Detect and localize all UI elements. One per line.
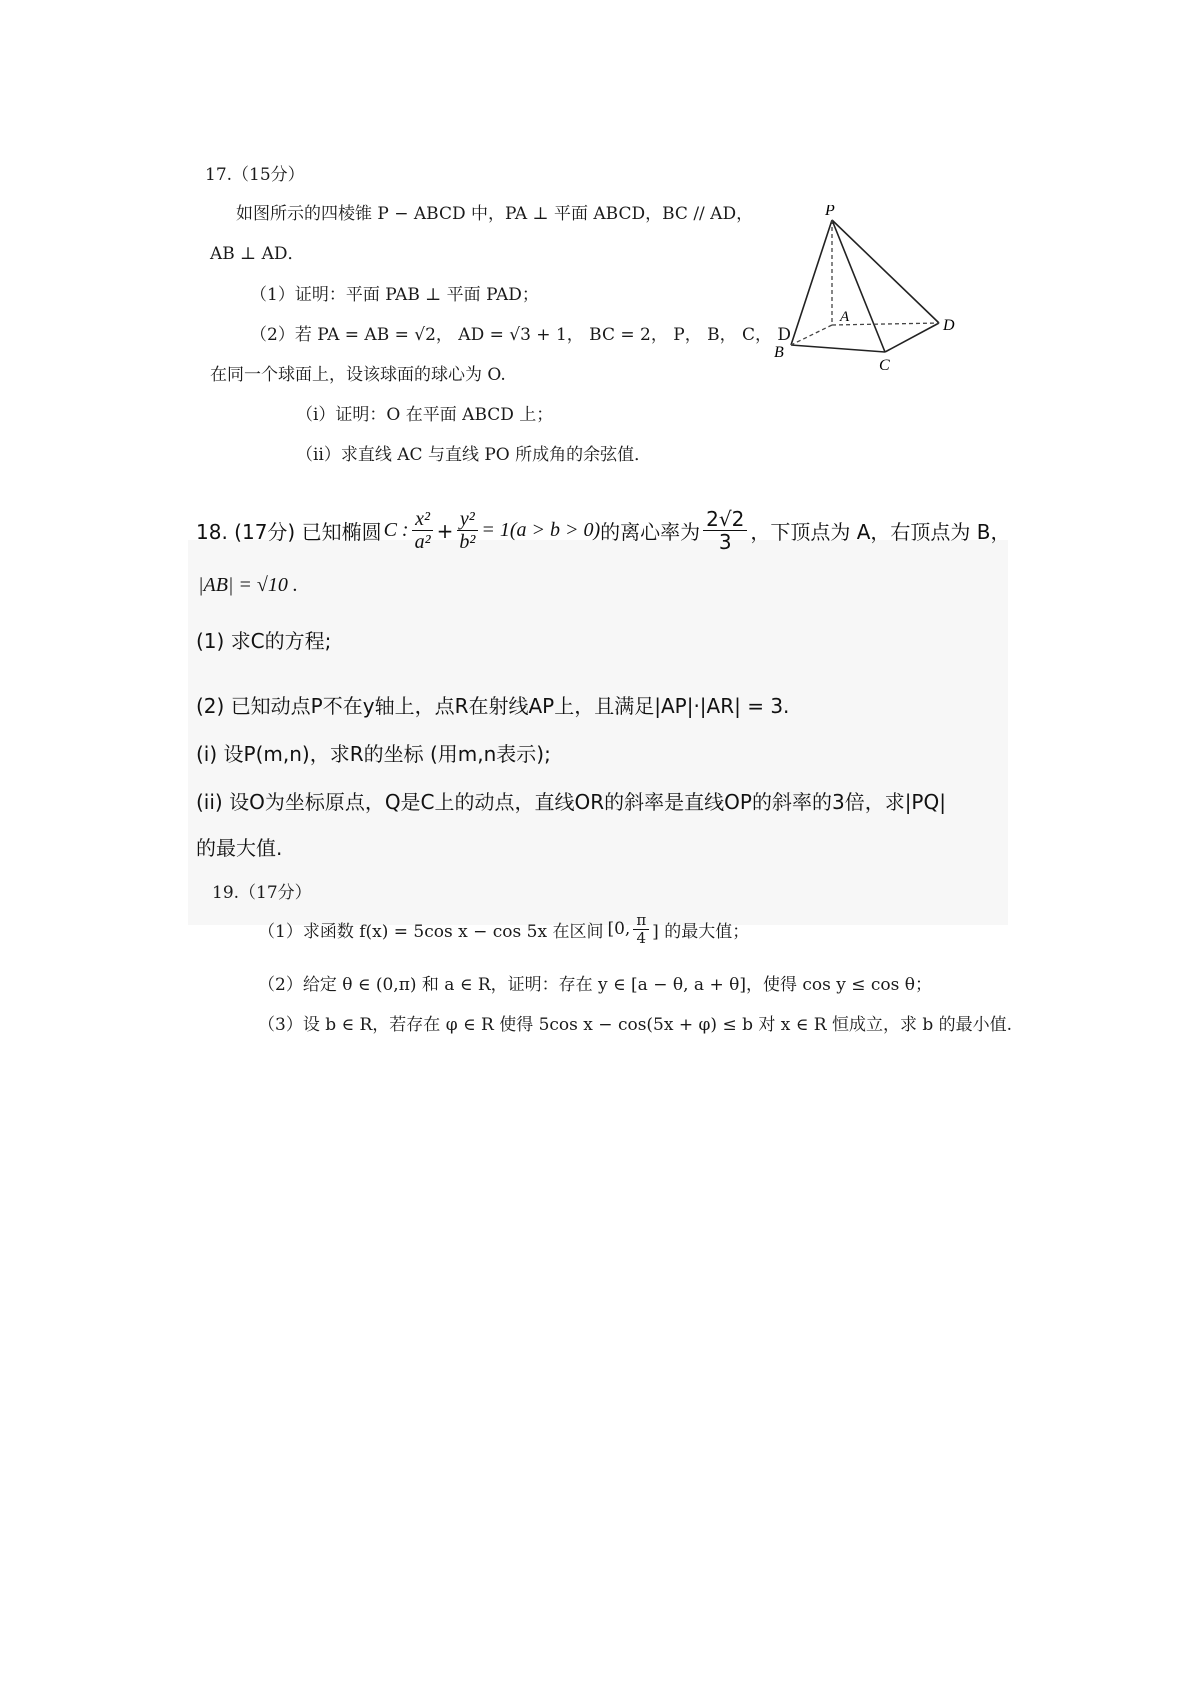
q18-y-fraction bbox=[456, 508, 478, 553]
q18-lead: 18. (17分) 已知椭圆 bbox=[196, 520, 382, 544]
edge-PD bbox=[832, 220, 939, 323]
q18-part2-i: (i) 设P(m,n)，求R的坐标 (用m,n表示); bbox=[196, 742, 551, 766]
q17-part2-continued: 在同一个球面上，设该球面的球心为 O. bbox=[210, 365, 506, 385]
edge-CD bbox=[885, 323, 939, 352]
label-A: A bbox=[840, 309, 850, 325]
q18-part2-ii: (ii) 设O为坐标原点，Q是C上的动点，直线OR的斜率是直线OP的斜率的3倍，求|PQ| bbox=[196, 790, 946, 814]
label-B: B bbox=[774, 344, 784, 361]
q18-first-line bbox=[196, 508, 1010, 553]
q17-part2-ii: （ⅱ）求直线 AC 与直线 PO 所成角的余弦值． bbox=[296, 445, 652, 465]
q18-e-num: 2√2 bbox=[703, 508, 747, 531]
q19-part1-text: （1）求函数 f(x) = 5cos x − cos 5x 在区间 bbox=[258, 921, 604, 942]
q18-tail: ，下顶点为 A，右顶点为 B， bbox=[750, 520, 1011, 544]
q18-x-den: a² bbox=[414, 531, 431, 553]
q18-y-den: b² bbox=[459, 531, 476, 553]
q19-part1-end: ] 的最大值； bbox=[652, 921, 750, 942]
pyramid-figure bbox=[770, 205, 990, 380]
q18-part2: (2) 已知动点P不在y轴上，点R在射线AP上，且满足|AP|·|AR| = 3. bbox=[196, 694, 790, 718]
q18-e-den: 3 bbox=[718, 530, 732, 554]
edge-BC bbox=[791, 345, 885, 352]
q17-intro-line2: AB ⊥ AD． bbox=[210, 244, 305, 264]
label-P: P bbox=[825, 205, 835, 219]
q17-part1: （1）证明：平面 PAB ⊥ 平面 PAD； bbox=[250, 285, 539, 305]
q19-pi-over-4 bbox=[633, 912, 649, 946]
q18-background bbox=[188, 540, 1008, 925]
q19-heading: 19.（17分） bbox=[212, 883, 312, 903]
q18-eq-rhs: = 1(a > b > 0) bbox=[481, 519, 601, 541]
q18-x-fraction bbox=[412, 508, 434, 553]
q19-part1 bbox=[258, 912, 749, 946]
q18-x-num: x² bbox=[412, 508, 433, 531]
edge-PC bbox=[832, 220, 885, 352]
q19-part3: （3）设 b ∈ R，若存在 φ ∈ R 使得 5cos x − cos(5x + φ) ≤ b 对 x ∈ R 恒成立，求 b 的最小值. bbox=[258, 1015, 1013, 1035]
edge-PB bbox=[791, 220, 832, 345]
q17-intro-line1: 如图所示的四棱锥 P − ABCD 中，PA ⊥ 平面 ABCD，BC // AD， bbox=[236, 204, 754, 224]
q18-y-num: y² bbox=[457, 508, 478, 531]
q19-pi: π bbox=[633, 912, 649, 930]
q18-ellipse-name: C : bbox=[383, 519, 409, 541]
q17-heading: 17.（15分） bbox=[205, 165, 305, 185]
q19-part2: （2）给定 θ ∈ (0,π) 和 a ∈ R，证明：存在 y ∈ [a − θ, a + θ]，使得 cos y ≤ cos θ； bbox=[258, 975, 933, 995]
q18-plus: + bbox=[436, 518, 454, 543]
label-C: C bbox=[879, 357, 890, 374]
q18-mid-text: 的离心率为 bbox=[600, 520, 701, 544]
q18-eccentricity-fraction bbox=[703, 508, 747, 553]
q17-part2-i: （ⅰ）证明：O 在平面 ABCD 上； bbox=[296, 405, 554, 425]
q18-part2-ii-continued: 的最大值. bbox=[196, 836, 283, 860]
q18-part1: (1) 求C的方程; bbox=[196, 629, 332, 653]
q19-interval-left: [0, bbox=[607, 919, 631, 939]
q18-ab-length: |AB| = √10 . bbox=[198, 574, 298, 596]
q19-four: 4 bbox=[636, 928, 647, 947]
label-D: D bbox=[943, 317, 955, 334]
q17-part2: （2）若 PA = AB = √2， AD = √3 + 1， BC = 2， P， B， C， D bbox=[250, 325, 792, 345]
